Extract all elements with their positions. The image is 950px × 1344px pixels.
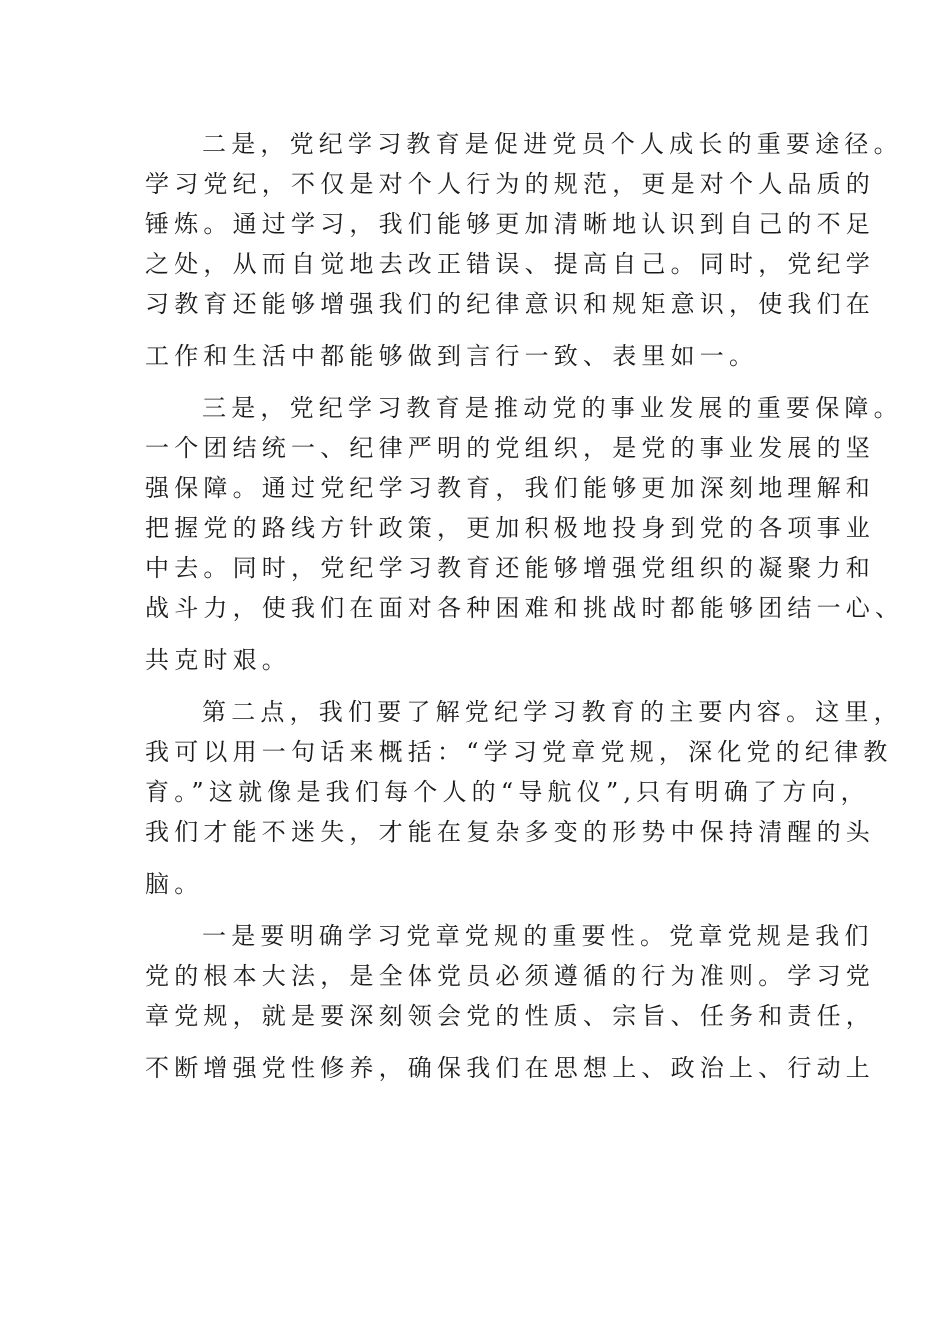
paragraph-2-line-7: 共克时艰。 bbox=[145, 646, 291, 674]
paragraph-1-line-4: 之处，从而自觉地去改正错误、提高自己。同时，党纪学 bbox=[145, 250, 875, 278]
paragraph-gap bbox=[145, 376, 825, 388]
paragraph-4-line-4: 不断增强党性修养，确保我们在思想上、政治上、行动上 bbox=[145, 1054, 875, 1082]
paragraph-2-line-5: 中去。同时，党纪学习教育还能够增强党组织的凝聚力和 bbox=[145, 554, 875, 582]
paragraph-3-line-1: 第二点，我们要了解党纪学习教育的主要内容。这里， bbox=[202, 698, 903, 726]
paragraph-2-line-1: 三是，党纪学习教育是推动党的事业发展的重要保障。 bbox=[202, 394, 903, 422]
paragraph-3-line-4: 我们才能不迷失，才能在复杂多变的形势中保持清醒的头 bbox=[145, 818, 875, 846]
document-body bbox=[145, 124, 905, 1088]
paragraph-3-line-5: 脑。 bbox=[145, 870, 204, 898]
paragraph-4-line-3: 章党规，就是要深刻领会党的性质、宗旨、任务和责任， bbox=[145, 1002, 875, 1030]
paragraph-1-line-3: 锤炼。通过学习，我们能够更加清晰地认识到自己的不足 bbox=[145, 210, 875, 238]
paragraph-3-line-2: 我可以用一句话来概括：“学习党章党规，深化党的纪律教 bbox=[145, 738, 893, 766]
paragraph-1-line-1: 二是，党纪学习教育是促进党员个人成长的重要途径。 bbox=[202, 130, 903, 158]
paragraph-3-line-3: 育。”这就像是我们每个人的“导航仪”,只有明确了方向， bbox=[145, 778, 870, 806]
paragraph-1-line-6: 工作和生活中都能够做到言行一致、表里如一。 bbox=[145, 342, 759, 370]
paragraph-1-line-5: 习教育还能够增强我们的纪律意识和规矩意识，使我们在 bbox=[145, 290, 875, 318]
paragraph-2-line-6: 战斗力，使我们在面对各种困难和挑战时都能够团结一心、 bbox=[145, 594, 905, 622]
paragraph-gap bbox=[145, 904, 825, 916]
paragraph-1-line-2: 学习党纪，不仅是对个人行为的规范，更是对个人品质的 bbox=[145, 170, 875, 198]
paragraph-2-line-3: 强保障。通过党纪学习教育，我们能够更加深刻地理解和 bbox=[145, 474, 875, 502]
paragraph-2-line-2: 一个团结统一、纪律严明的党组织，是党的事业发展的坚 bbox=[145, 434, 875, 462]
paragraph-gap bbox=[145, 680, 825, 692]
paragraph-4-line-2: 党的根本大法，是全体党员必须遵循的行为准则。学习党 bbox=[145, 962, 875, 990]
paragraph-4-line-1: 一是要明确学习党章党规的重要性。党章党规是我们 bbox=[202, 922, 874, 950]
paragraph-2-line-4: 把握党的路线方针政策，更加积极地投身到党的各项事业 bbox=[145, 514, 875, 542]
